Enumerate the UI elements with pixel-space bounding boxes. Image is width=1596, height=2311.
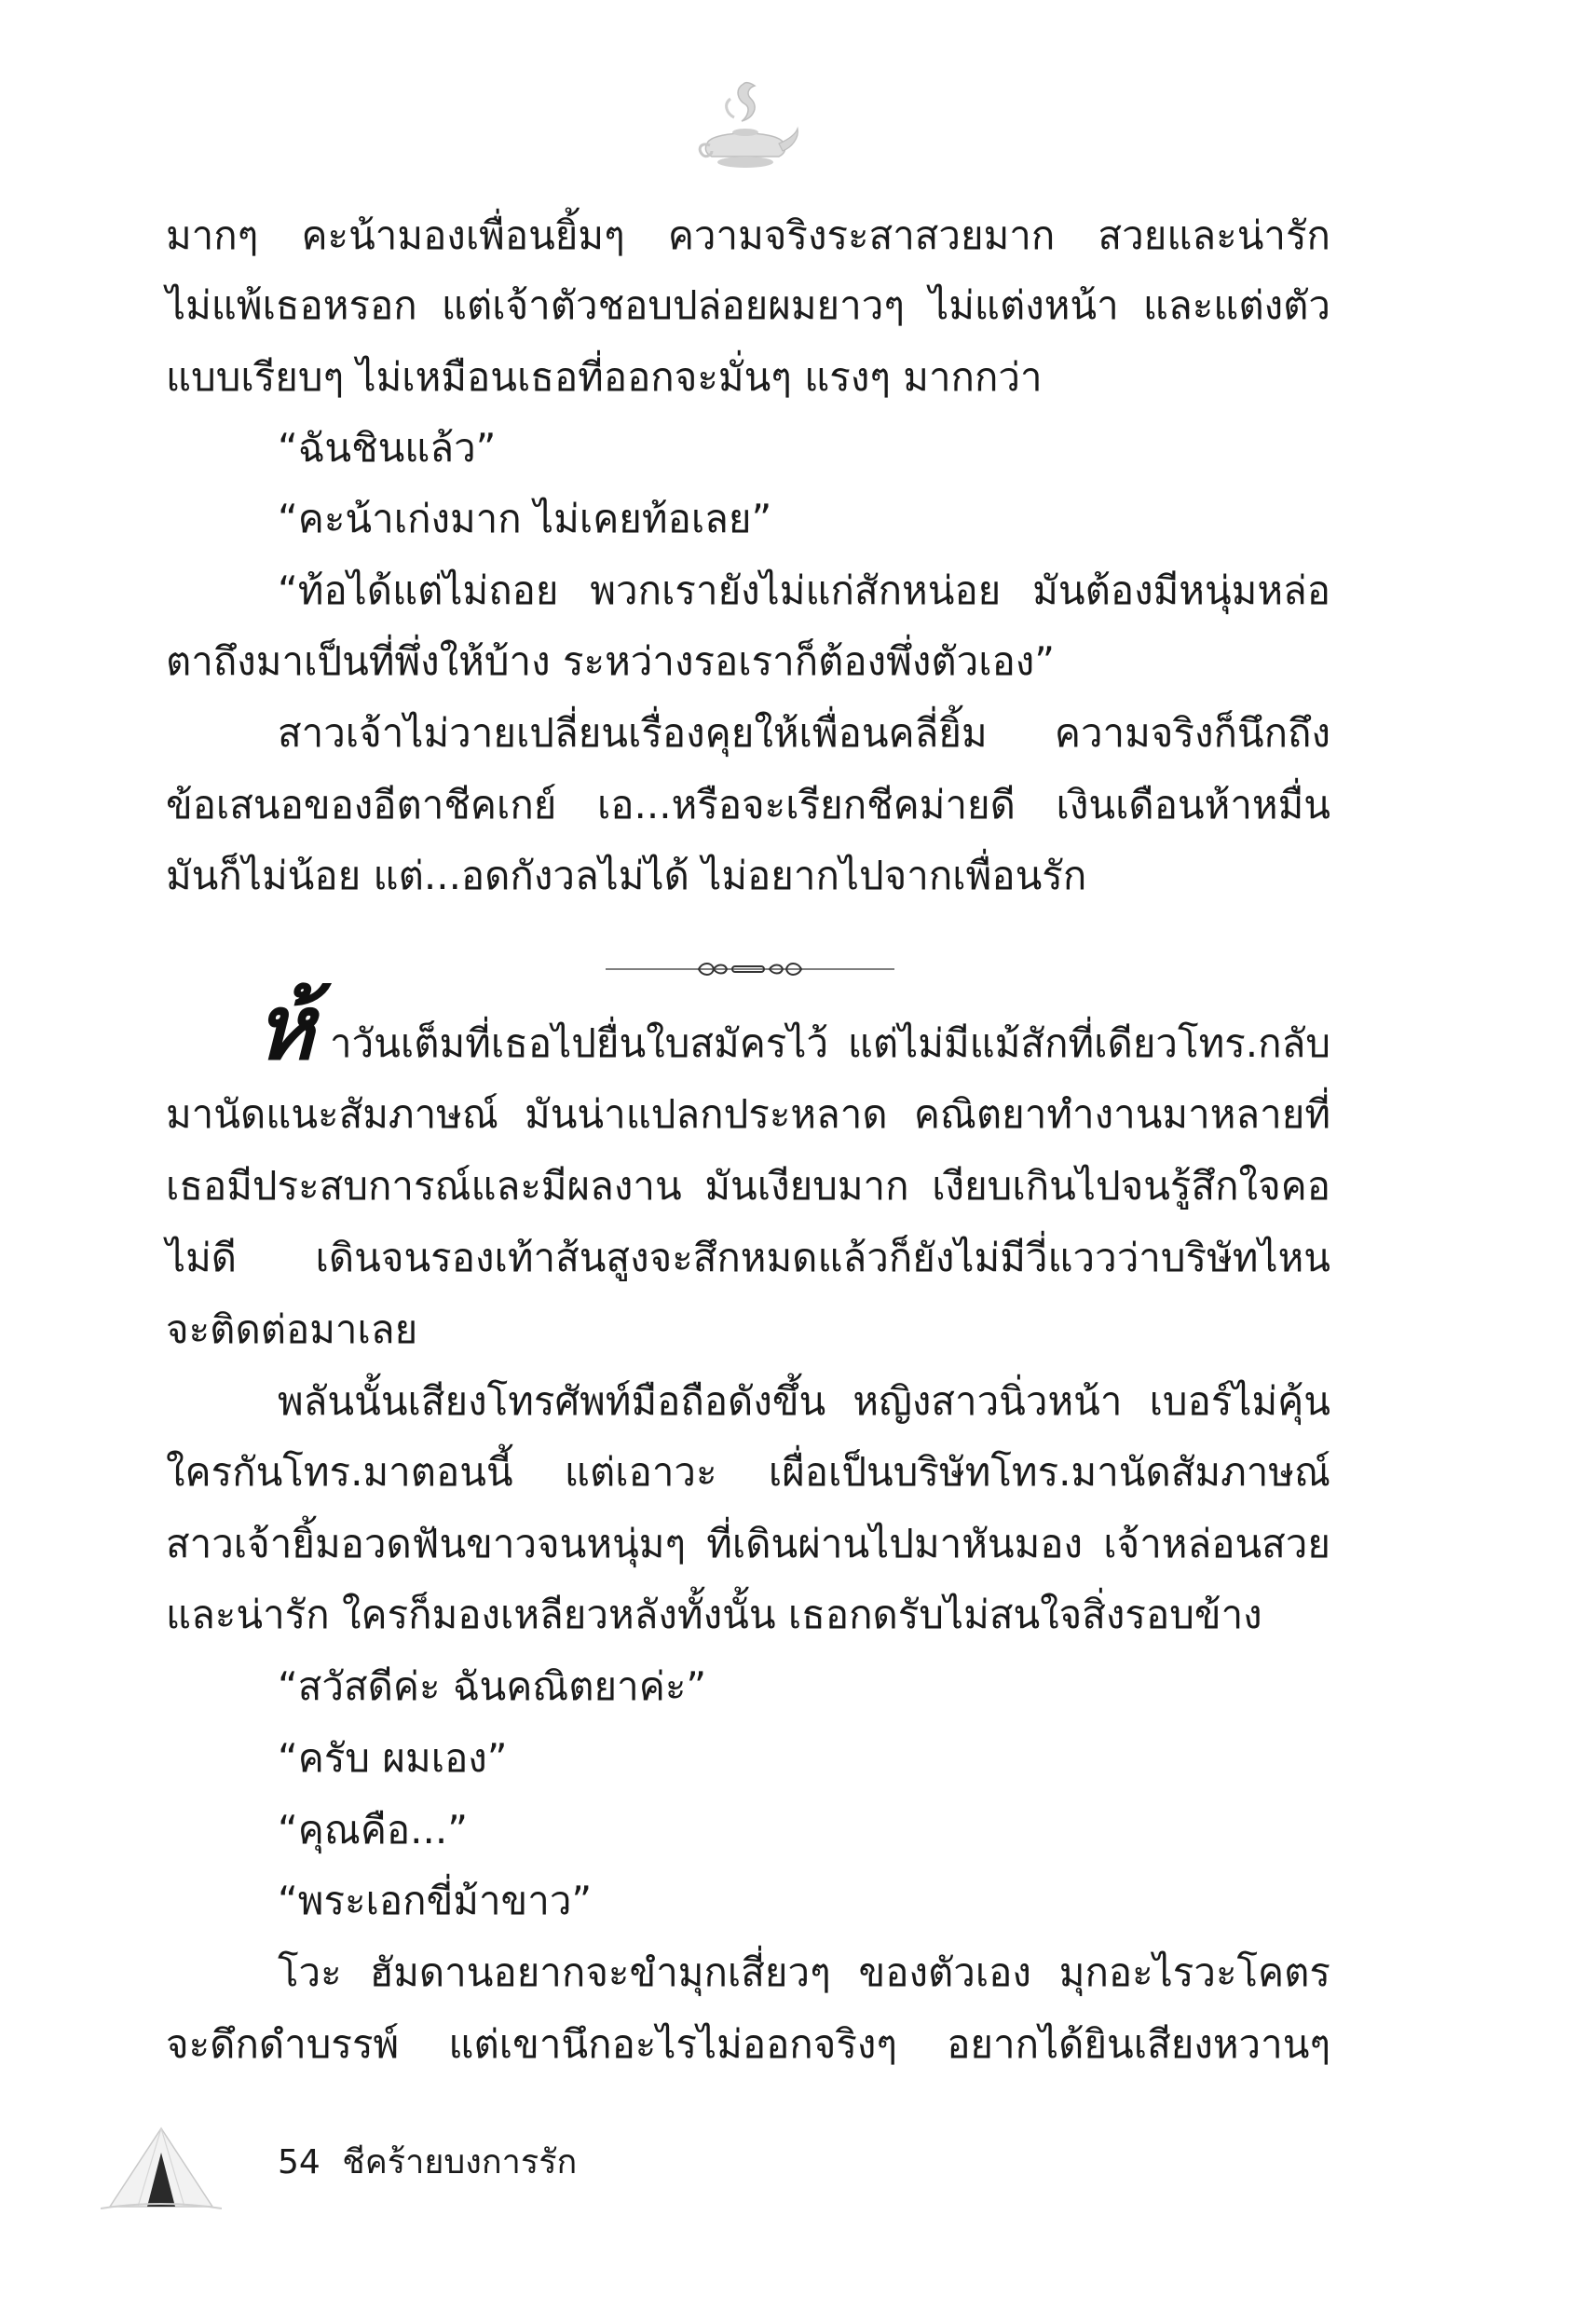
text-line: จะติดต่อมาเลย	[166, 1306, 418, 1352]
dialogue-line: “คุณคือ...”	[278, 1807, 468, 1853]
text-line: สาวเจ้าไม่วายเปลี่ยนเรื่องคุยให้เพื่อนคลี่ยิ้ม ความจริงก็นึกถึง	[278, 710, 1330, 756]
text-line: เธอมีประสบการณ์และมีผลงาน มันเงียบมาก เงียบเกินไปจนรู้สึกใจคอ	[166, 1163, 1330, 1209]
dialogue-line: “พระเอกขี่ม้าขาว”	[278, 1878, 593, 1923]
dialogue-line: “ครับ ผมเอง”	[278, 1735, 508, 1781]
text-line: ไม่แพ้เธอหรอก แต่เจ้าตัวชอบปล่อยผมยาวๆ ไม่แต่งหน้า และแต่งตัว	[166, 282, 1330, 328]
text-line: มากๆ คะน้ามองเพื่อนยิ้มๆ ความจริงระสาสวยมาก สวยและน่ารัก	[166, 212, 1330, 258]
book-title: ชีคร้ายบงการรัก	[342, 2143, 578, 2181]
text-line: “ท้อได้แต่ไม่ถอย พวกเรายังไม่แก่สักหน่อย มันต้องมีหนุ่มหล่อ	[278, 567, 1330, 613]
text-line: ใครกันโทร.มาตอนนี้ แต่เอาวะ เผื่อเป็นบริษัทโทร.มานัดสัมภาษณ์	[166, 1449, 1330, 1495]
page-number: 54	[278, 2143, 321, 2181]
dialogue-line: “สวัสดีค่ะ ฉันคณิตยาค่ะ”	[278, 1663, 707, 1709]
text-line: สาวเจ้ายิ้มอวดฟันขาวจนหนุ่มๆ ที่เดินผ่านไปมาหันมอง เจ้าหล่อนสวย	[166, 1521, 1330, 1566]
tent-icon	[101, 2125, 222, 2213]
text-line: าวันเต็มที่เธอไปยื่นใบสมัครไว้ แต่ไม่มีแม้สักที่เดียวโทร.กลับ	[330, 1020, 1330, 1066]
text-line: มานัดแนะสัมภาษณ์ มันน่าแปลกประหลาด คณิตยาทำงานมาหลายที่	[166, 1091, 1330, 1137]
dialogue-line: “ฉันชินแล้ว”	[278, 425, 497, 471]
scroll-divider-ornament	[606, 950, 894, 988]
text-line: จะดึกดำบรรพ์ แต่เขานึกอะไรไม่ออกจริงๆ อยากได้ยินเสียงหวานๆ	[166, 2021, 1330, 2067]
text-line: โวะ ฮัมดานอยากจะขำมุกเสี่ยวๆ ของตัวเอง มุกอะไรวะโคตร	[278, 1949, 1330, 1995]
text-line: ไม่ดี เดินจนรองเท้าส้นสูงจะสึกหมดแล้วก็ยังไม่มีวี่แววว่าบริษัทไหน	[166, 1235, 1330, 1280]
text-line: มันก็ไม่น้อย แต่...อดกังวลไม่ได้ ไม่อยากไปจากเพื่อนรัก	[166, 853, 1087, 898]
text-line: และน่ารัก ใครก็มองเหลียวหลังทั้งนั้น เธอกดรับไม่สนใจสิ่งรอบข้าง	[166, 1592, 1262, 1637]
text-line: พลันนั้นเสียงโทรศัพท์มือถือดังขึ้น หญิงสาวนิ่วหน้า เบอร์ไม่คุ้น	[278, 1378, 1330, 1424]
text-line: แบบเรียบๆ ไม่เหมือนเธอที่ออกจะมั่นๆ แรงๆ มากกว่า	[166, 354, 1043, 400]
page-footer	[278, 2140, 588, 2186]
text-line: ข้อเสนอของอีตาชีคเกย์ เอ...หรือจะเรียกชีคม่ายดี เงินเดือนห้าหมื่น	[166, 782, 1330, 827]
text-line: ตาถึงมาเป็นที่พึ่งให้บ้าง ระหว่างรอเราก็ต้องพึ่งตัวเอง”	[166, 638, 1056, 684]
lamp-genie-icon	[689, 76, 801, 179]
drop-cap: ห้	[255, 975, 315, 1080]
dialogue-line: “คะน้าเก่งมาก ไม่เคยท้อเลย”	[278, 496, 772, 541]
